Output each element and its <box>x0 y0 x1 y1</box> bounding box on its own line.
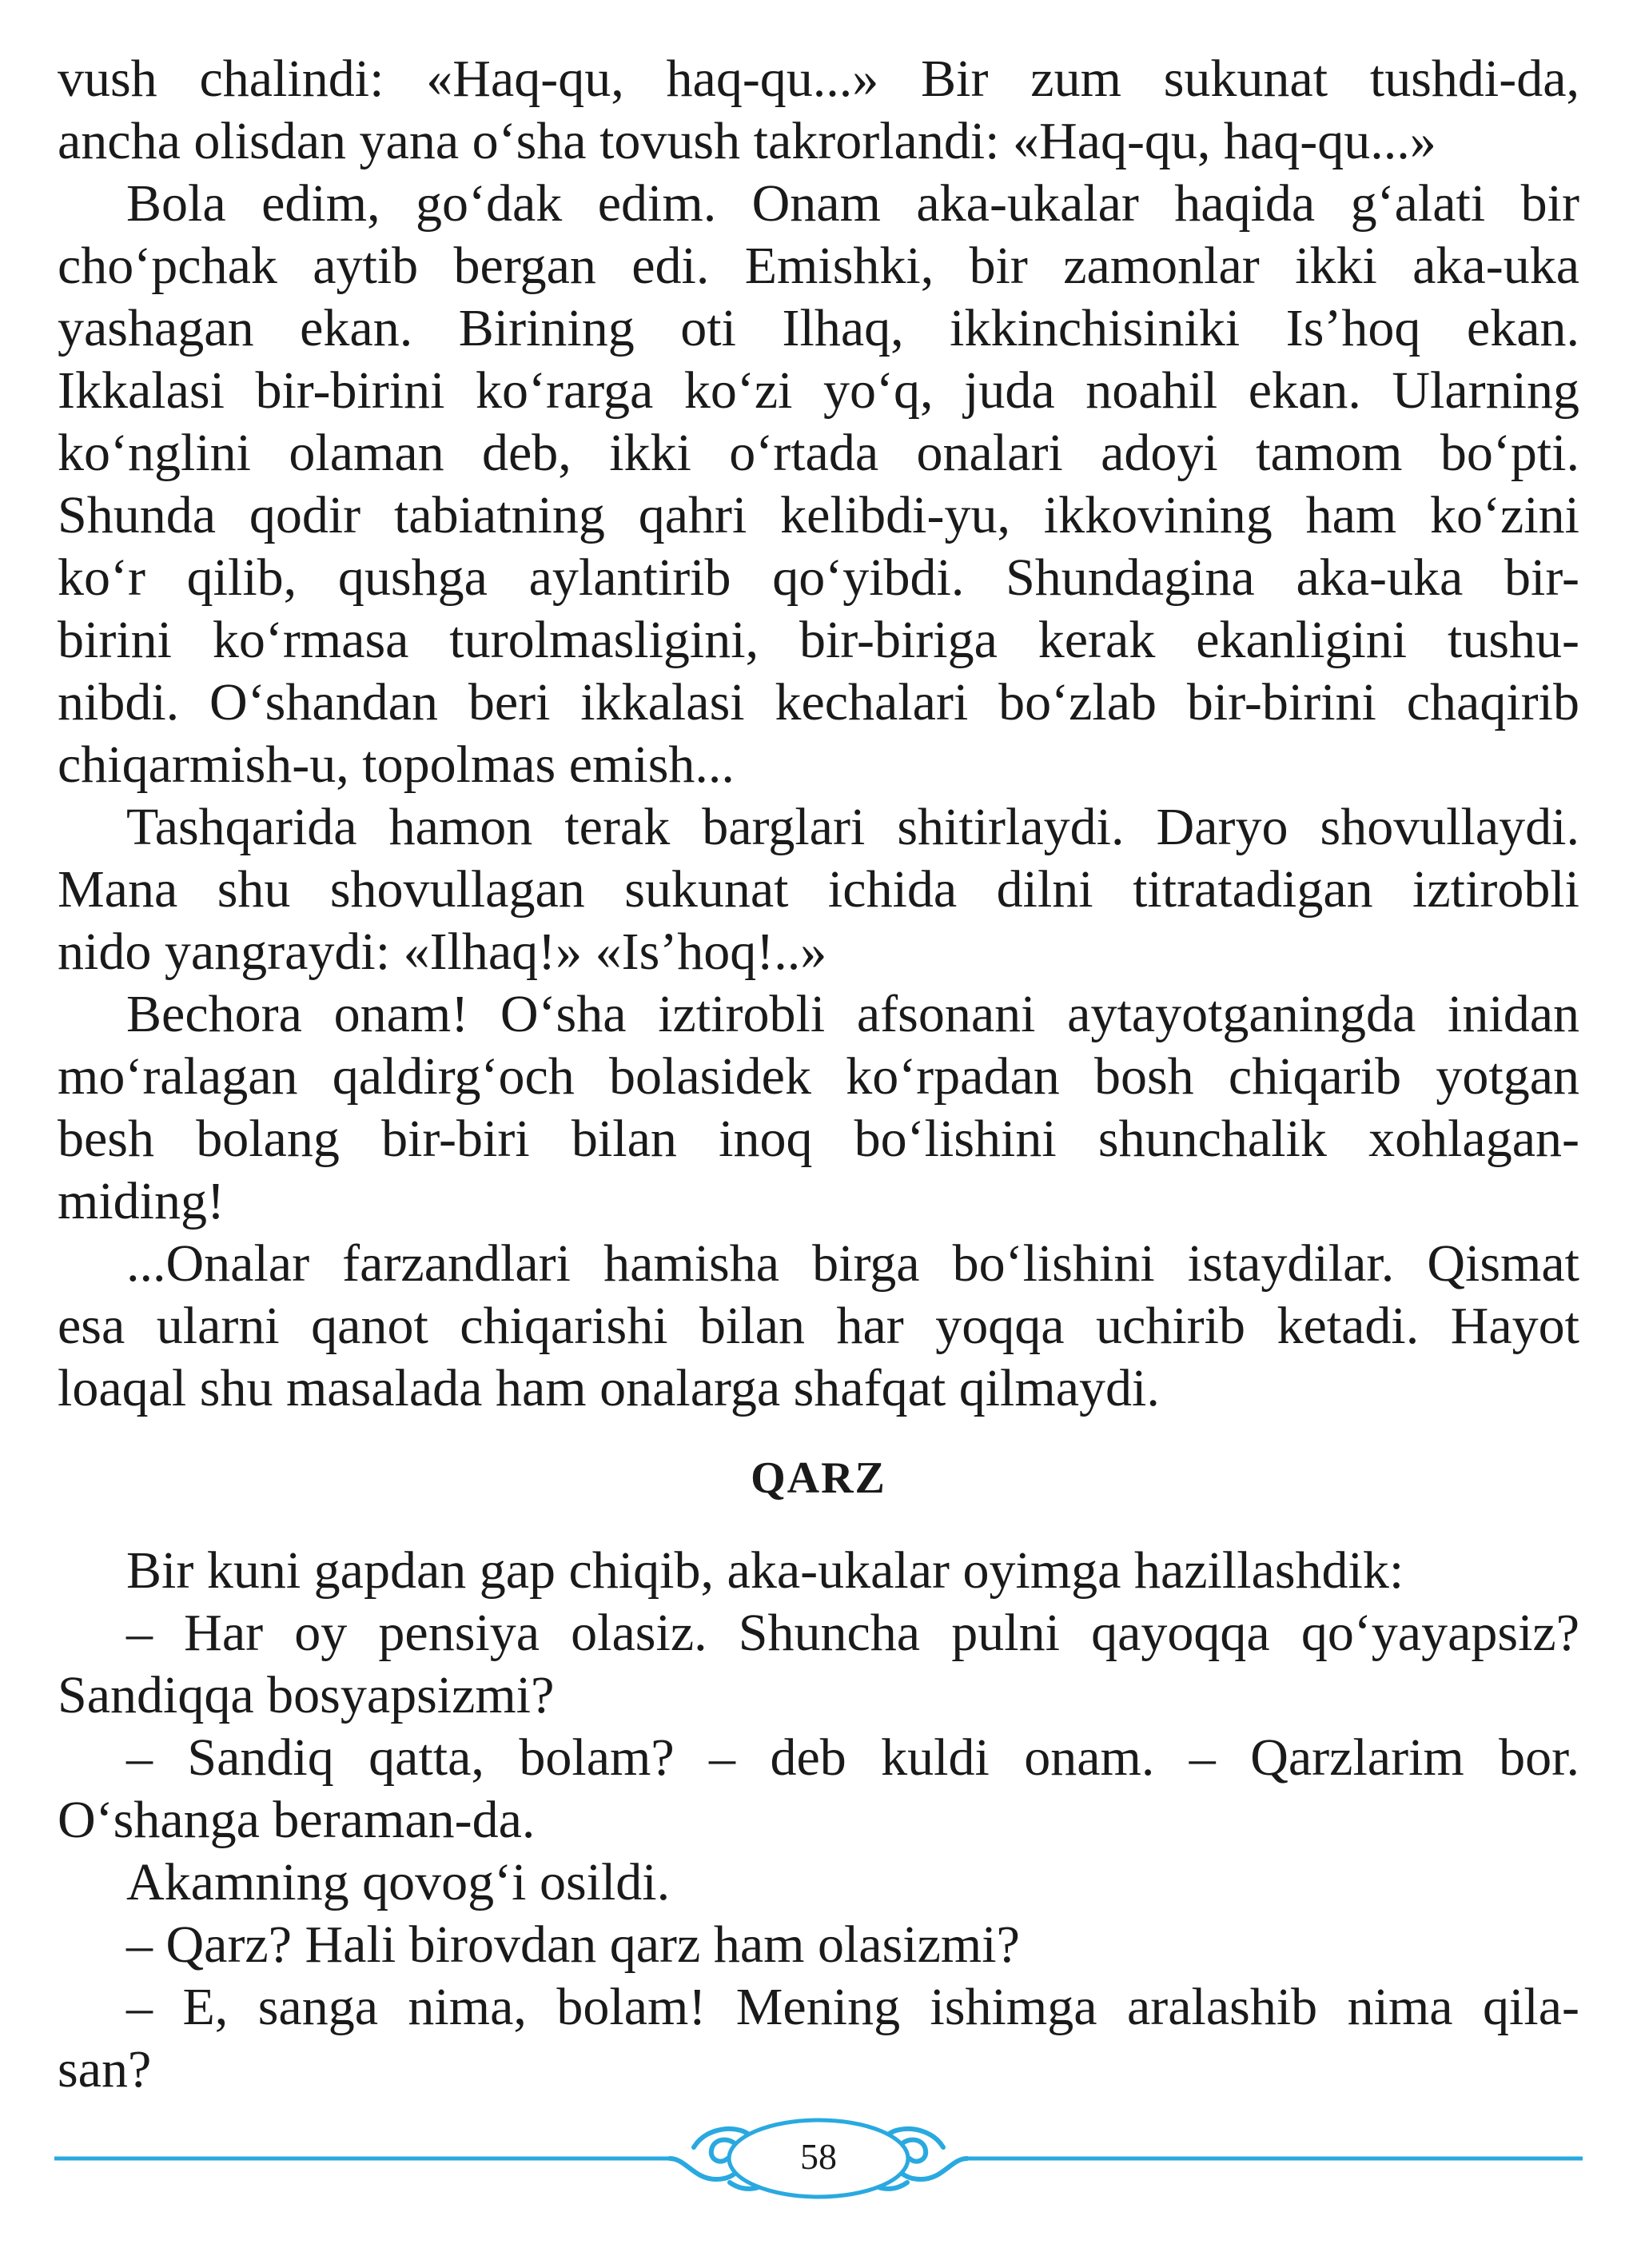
paragraph <box>58 48 1579 173</box>
paragraph <box>58 983 1579 1233</box>
paragraph <box>58 1540 1579 1602</box>
paragraph <box>58 1602 1579 1727</box>
text-line: loaqal shu masalada ham onalarga shafqat qilmaydi. <box>58 1359 1160 1417</box>
text-line: besh bolang bir-biri bilan inoq bo‘lishini shunchalik xohlagan- <box>58 1110 1579 1168</box>
text-line: vush chalindi: «Haq-qu, haq-qu...» Bir zum sukunat tushdi-da, <box>58 50 1579 108</box>
text-line: Bola edim, go‘dak edim. Onam aka-ukalar haqida g‘alati bir <box>126 174 1579 233</box>
text-line: ...Onalar farzandlari hamisha birga bo‘lishini istaydilar. Qismat <box>126 1234 1579 1293</box>
text-line: Bechora onam! O‘sha iztirobli afsonani aytayotganingda inidan <box>126 985 1579 1043</box>
paragraph <box>58 796 1579 983</box>
text-line: cho‘pchak aytib bergan edi. Emishki, bir zamonlar ikki aka-uka <box>58 237 1579 295</box>
spacer <box>58 1509 1579 1540</box>
page-footer <box>54 2103 1583 2214</box>
text-line: san? <box>58 2040 152 2099</box>
text-line: nibdi. O‘shandan beri ikkalasi kechalari bo‘zlab bir-birini chaqirib <box>58 673 1579 731</box>
text-line: miding! <box>58 1172 225 1230</box>
text-line: Shunda qodir tabiatning qahri kelibdi-yu, ikkovining ham ko‘zini <box>58 486 1579 544</box>
text-line: – E, sanga nima, bolam! Mening ishimga aralashib nima qila- <box>126 1978 1579 2036</box>
paragraph <box>58 1914 1579 1976</box>
text-line: yashagan ekan. Birining oti Ilhaq, ikkinchisiniki Is’hoq ekan. <box>58 299 1579 357</box>
paragraph <box>58 173 1579 796</box>
text-line: Tashqarida hamon terak barglari shitirlaydi. Daryo shovullaydi. <box>126 798 1579 856</box>
page-number: 58 <box>800 2136 837 2177</box>
text-line: Sandiqqa bosyapsizmi? <box>58 1666 555 1724</box>
text-line: – Sandiq qatta, bolam? – deb kuldi onam. – Qarzlarim bor. <box>126 1728 1579 1787</box>
text-line: Akamning qovog‘i osildi. <box>126 1853 671 1911</box>
text-line: – Har oy pensiya olasiz. Shuncha pulni qayoqqa qo‘yayapsiz? <box>126 1604 1579 1662</box>
paragraph <box>58 1851 1579 1914</box>
page-body <box>58 48 1579 2101</box>
paragraph <box>58 1976 1579 2101</box>
paragraph <box>58 1727 1579 1851</box>
text-line: mo‘ralagan qaldirg‘och bolasidek ko‘rpadan bosh chiqarib yotgan <box>58 1047 1579 1106</box>
text-line: Mana shu shovullagan sukunat ichida dilni titratadigan iztirobli <box>58 860 1579 919</box>
text-line: ko‘r qilib, qushga aylantirib qo‘yibdi. Shundagina aka-uka bir- <box>58 548 1579 607</box>
text-line: – Qarz? Hali birovdan qarz ham olasizmi? <box>126 1915 1020 1974</box>
text-line: ancha olisdan yana o‘sha tovush takrorlandi: «Haq-qu, haq-qu...» <box>58 112 1436 170</box>
text-line: birini ko‘rmasa turolmasligini, bir-biriga kerak ekanligini tushu- <box>58 611 1579 669</box>
text-line: ko‘nglini olaman deb, ikki o‘rtada onalari adoyi tamom bo‘pti. <box>58 424 1579 482</box>
text-line: Ikkalasi bir-birini ko‘rarga ko‘zi yo‘q, juda noahil ekan. Ularning <box>58 361 1579 420</box>
text-line: nido yangraydi: «Ilhaq!» «Is’hoq!..» <box>58 923 827 981</box>
section-title: QARZ <box>751 1453 886 1503</box>
text-line: chiqarmish-u, topolmas emish... <box>58 735 735 794</box>
text-line: Bir kuni gapdan gap chiqib, aka-ukalar oyimga hazillashdik: <box>126 1541 1404 1600</box>
spacer <box>58 1420 1579 1447</box>
text-line: esa ularni qanot chiqarishi bilan har yoqqa uchirib ketadi. Hayot <box>58 1297 1579 1355</box>
paragraph <box>58 1233 1579 1420</box>
text-line: O‘shanga beraman-da. <box>58 1791 536 1849</box>
